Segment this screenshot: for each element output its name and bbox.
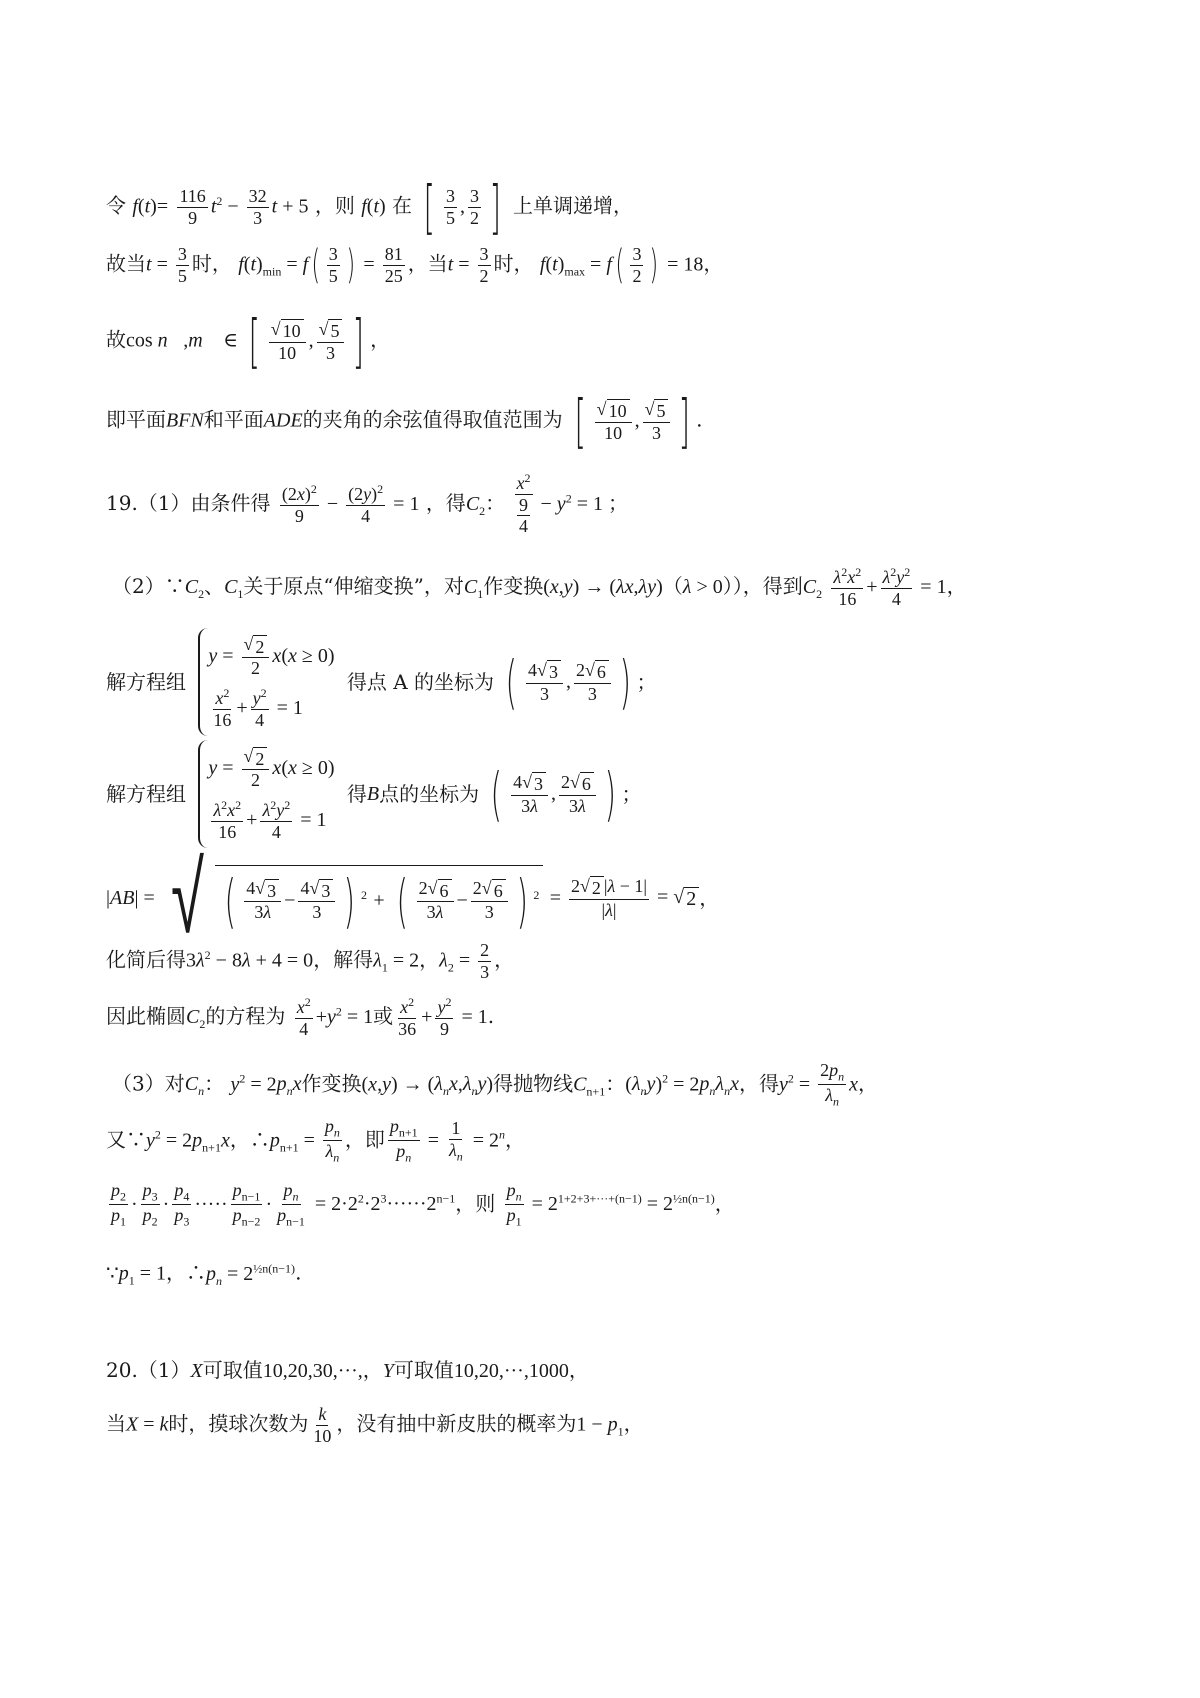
text: ， [568,1358,589,1382]
text: ，即 [344,1127,385,1152]
text: ，∴ [166,1260,207,1285]
text: ，得 [738,1071,779,1096]
text: 即平面 [106,407,166,432]
text: 解方程组 [106,782,186,807]
text: 得点 A 的坐标为 [346,670,495,695]
text: 或 [373,1004,394,1029]
equation-line: $\frac{p_2}{p_1}$ · $\frac{p_3}{p_2}$ · $\frac{p_4}{p_3}$ ····· $\frac{p_{n-1}}{p_{n-2}}$ · $\frac{p_n}{p_{n-1}}$ = $2\cdot 2^2\cdot 2^3\cdot\cdot\cdot\cdot\cdot\cdot 2^{n-1}$，则 $\frac{p_n}{p_1}$ = $2^{1+2+3+\cdot\cdot\cdot+(n-1)} = 2^{\frac{1}{2}n(n-1)}$， [111,1180,735,1229]
text-line: 因此椭圆$C_2$的方程为 $\frac{x^2}{4}$ $+y^2 = 1$或 $\frac{x^2}{36}$ + $\frac{y^2}{9}$ = 1. [106,995,495,1039]
text-line: 即平面BFN和平面ADE的夹角的余弦值得取值范围为 [ $\frac{√ 10}{10}$ , $\frac{√ 5}{3}$ ] . [106,387,703,455]
text: 作变换 [301,1071,362,1096]
text: 、 [204,574,225,599]
text: ∵ [106,1260,119,1285]
text: ： [605,1071,626,1096]
text: 解方程组 [106,670,186,695]
text-line: 又$\because y^2 = 2p_{n+1}x$，$\therefore p_{n+1}$ = $\frac{p_n}{\lambda_n}$ ，即 $\frac{p_{n+1}}{p_n}$ = $\frac{1}{\lambda_n}$ = $2^n$， [106,1116,526,1165]
text: ， [623,1411,644,1436]
text: ， [714,1191,735,1216]
text: ， [703,251,724,276]
text: 的夹角的余弦值得取值范围为 [302,407,563,432]
text: 故 [106,327,126,352]
text: ，得 [425,491,466,516]
text: 时， [191,251,232,276]
text: . [487,1004,495,1029]
text: ， [946,574,967,599]
text: ； [636,670,657,695]
fraction: $\frac{116}{9}$ [179,185,206,228]
text: ， [699,886,720,910]
text: ， [370,327,391,352]
text: ： [204,1071,225,1096]
text: ， [419,947,440,972]
question-number: 19.（1）由条件得 [106,491,271,516]
text: 令 [106,193,126,218]
math: f [132,195,138,218]
text: 和平面 [203,407,264,432]
text: 时，摸球次数为 [168,1411,309,1436]
text: ，当 [407,251,448,276]
text: ，∴ [229,1127,270,1152]
text: 作变换 [483,574,544,599]
text: . [295,1260,302,1285]
fraction: $\frac{32}{3}$ [248,185,267,228]
text-line: 故当t = $\frac{3}{5}$ 时， $f(t)_{min} = f$( $\frac{3}{5}$ ) = $\frac{81}{25}$ ，当t = $\frac{3}{2}$ 时， $f(t)_{max} = f$( $\frac{3}{2}$ ) = 18， [106,242,724,289]
text-line: 19.（1）由条件得 $\frac{(2x)^2}{9}$ − $\frac{(2y)^2}{4}$ = 1 ，得$C_2$： $x^2$ 9 4 − $y^2 = 1$ ； [106,471,628,537]
text-line: $\because p_1 = 1$，$\therefore p_n = 2^{\frac{1}{2}n(n-1)}$. [106,1260,302,1288]
text: 关于原点“伸缩变换”，对 [243,574,464,599]
text-line: （3）对$C_n$： $y^2 = 2p_nx$作变换$(x,y) \to (\lambda_nx,\lambda_ny)$得抛物线$C_{n+1}$：$(\lambda_ny)^2 = 2p_n\lambda_nx$，得$y^2$ = $\frac{2p_n}{\lambda_n}$ x， [112,1060,879,1109]
equation-system: 解方程组 y = $\frac{√ 2}{2}$ x(x ≥ 0) $\frac{x^2}{16}$ + $\frac{y^2}{4}$ = 1 得点 A 的坐标为 ( $\frac{4√ 3}{3}$ , $\frac{2√ 6}{3}$ ) ； [106,628,656,736]
text: 当 [106,1411,126,1436]
text: （ [662,574,683,599]
text-line: 令 f(t)= $\frac{116}{9}$ $t^2$ − $\frac{32}{3}$ t + 5 ，则 f(t) 在 [ $\frac{3}{5}$ , $\frac{3}{2}$ ] 上单调递增， [106,173,634,241]
text: ： [485,491,506,516]
question-number: 20.（1） [106,1358,191,1382]
text-line: 当X = k时，摸球次数为 $\frac{k}{10}$ ，没有抽中新皮肤的概率为$1 - p_1$， [106,1404,644,1446]
text: 又∵ [106,1127,146,1152]
text: ， [494,947,515,972]
text: . [696,407,703,432]
text: ， [362,1358,383,1382]
text: 得 [346,782,367,807]
text: ，则 [314,193,355,218]
text-line: 20.（1）X可取值10,20,30,···,，Y可取值10,20,···,1000， [106,1358,589,1382]
text: 时， [493,251,534,276]
text-line: 化简后得$3\lambda^2 - 8\lambda + 4 = 0$，解得$\lambda_1 = 2$，$\lambda_2$ = $\frac{2}{3}$ ， [106,940,515,982]
text: 故当 [106,251,146,276]
text: 上单调递增， [513,193,634,218]
text: ， [505,1127,526,1152]
text: ，解得 [313,947,374,972]
text: 的方程为 [205,1004,286,1029]
text-line: $(2)\because C_2$、$C_1$关于原点“伸缩变换”，对$C_1$作变换(x,y) → (λx,λy)（λ > 0）），得到$C_2$ $\frac{\lambda^2x^2}{16}$ + $\frac{\lambda^2y^2}{4}$ = 1， [112,565,967,609]
text-line: 故cos n⃗,m⃗ ∈ [ $\frac{√ 10}{10}$ , $\frac{√ 5}{3}$ ] ， [106,307,391,375]
text: 因此椭圆 [106,1004,186,1029]
text: ， [858,1071,879,1096]
text: ； [621,782,642,807]
text: 在 [392,193,413,218]
text: ），得到 [732,574,803,599]
text: （3）对 [112,1071,185,1096]
equation-line: |AB| = √ ( $\frac{4√ 3}{3\lambda}$ − $\frac{4√ 3}{3}$ ) $^2$ + ( $\frac{2√ 6}{3\lambda}$ − $\frac{2√ 6}{3}$ ) $^2$ = $\frac{2√ 2 |\lambda - 1|}{|\lambda|}$ = √ 2 ， [106,839,720,956]
text: 可取值 [202,1358,263,1382]
equation-system: 解方程组 y = $\frac{√ 2}{2}$ x(x ≥ 0) $\frac{\lambda^2x^2}{16}$ + $\frac{\lambda^2y^2}{4}$ = 1 得B点的坐标为 ( $\frac{4√ 3}{3\lambda}$ , $\frac{2√ 6}{3\lambda}$ ) ； [106,740,642,848]
text: 得抛物线 [493,1071,574,1096]
text: 化简后得 [106,947,186,972]
text: ，没有抽中新皮肤的概率为 [336,1411,577,1436]
text: ，则 [455,1191,496,1216]
text: 可取值 [393,1358,454,1382]
text: （2）∵ [112,574,185,599]
text: 点的坐标为 [379,782,480,807]
